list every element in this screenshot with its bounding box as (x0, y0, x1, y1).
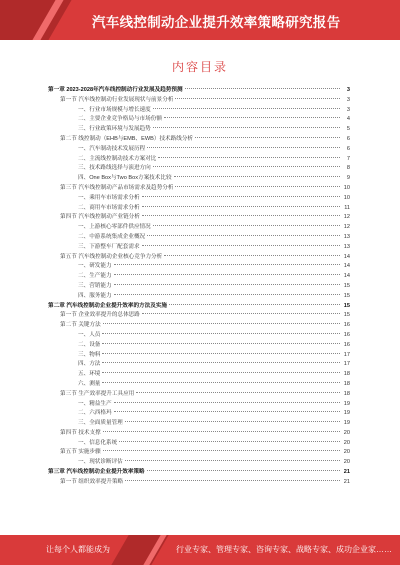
toc-entry-page: 16 (343, 341, 350, 348)
toc-entry-page: 17 (343, 361, 350, 368)
toc-entry-page: 14 (343, 263, 350, 270)
toc-dot-leader (147, 147, 340, 148)
toc-entry-page: 15 (343, 282, 350, 289)
toc-dot-leader (103, 431, 340, 432)
toc-entry-label: 三、下游整车厂配套需求 (78, 243, 140, 250)
toc-entry-label: 第一节 企业效率提升的总体思路 (60, 312, 140, 319)
toc-dot-leader (125, 421, 340, 422)
toc-entry-page: 21 (343, 469, 350, 476)
toc-dot-leader (153, 108, 340, 109)
toc-dot-leader (114, 402, 340, 403)
toc-entry[interactable] (48, 282, 350, 292)
toc-dot-leader (125, 480, 340, 481)
toc-entry-page: 5 (346, 126, 350, 133)
toc-entry[interactable] (48, 115, 350, 125)
toc-entry-label: 第五节 汽车线控制动企业核心竞争力分析 (60, 253, 163, 260)
toc-dot-leader (102, 343, 340, 344)
toc-entry[interactable] (48, 253, 350, 263)
toc-entry[interactable] (48, 400, 350, 410)
toc-dot-leader (185, 88, 340, 89)
toc-entry[interactable] (48, 439, 350, 449)
toc-entry-label: 二、主流线控制动技术方案对比 (78, 155, 157, 162)
toc-entry[interactable] (48, 194, 350, 204)
toc-entry-page: 20 (343, 449, 350, 456)
toc-entry-page: 3 (346, 87, 350, 93)
toc-entry[interactable] (48, 213, 350, 223)
report-title: 汽车线控制动企业提升效率策略研究报告 (92, 15, 341, 30)
toc-dot-leader (142, 206, 340, 207)
toc-dot-leader (136, 392, 340, 393)
toc-entry-label: 二、中游系统集成企业概况 (78, 233, 146, 240)
toc-entry-page: 15 (343, 302, 350, 309)
toc-entry-label: 二、六西格玛 (78, 410, 112, 417)
toc-entry[interactable] (48, 145, 350, 155)
toc-entry[interactable] (48, 262, 350, 272)
toc-entry[interactable] (48, 204, 350, 214)
toc-entry-label: 第二章 汽车线控制动企业提升效率的方法及实施 (48, 302, 168, 309)
toc-entry[interactable] (48, 419, 350, 429)
toc-entry-page: 6 (346, 145, 350, 152)
toc-entry[interactable] (48, 448, 350, 458)
toc-entry-label: 一、研发能力 (78, 263, 112, 270)
toc-entry[interactable] (48, 272, 350, 282)
toc-entry-label: 一、信息化系统 (78, 439, 118, 446)
toc-entry-page: 19 (343, 400, 350, 407)
toc-entry[interactable] (48, 243, 350, 253)
toc-dot-leader (153, 166, 340, 167)
toc-entry-label: 三、技术路线选择与演进方向 (78, 165, 151, 172)
toc-entry[interactable] (48, 321, 350, 331)
toc-entry-page: 10 (343, 184, 350, 191)
toc-entry-label: 三、物料 (78, 351, 101, 358)
toc-dot-leader (164, 117, 340, 118)
toc-dot-leader (147, 470, 340, 471)
toc-entry-page: 21 (343, 478, 350, 485)
toc-dot-leader (114, 411, 340, 412)
toc-entry-label: 三、营销能力 (78, 282, 112, 289)
toc-entry-label: 一、乘用车市场需求分析 (78, 194, 140, 201)
toc-entry[interactable] (48, 409, 350, 419)
toc-heading: 内容目录 (171, 60, 228, 74)
toc-dot-leader (153, 225, 340, 226)
toc-entry-page: 9 (346, 175, 350, 182)
toc-entry-page: 17 (343, 351, 350, 358)
toc-dot-leader (142, 196, 340, 197)
toc-dot-leader (142, 245, 340, 246)
toc-entry-page: 4 (346, 116, 350, 123)
toc-entry-label: 四、One Box与Two Box方案技术比较 (78, 175, 172, 182)
toc-dot-leader (153, 127, 340, 128)
toc-dot-leader (102, 382, 340, 383)
toc-entry-label: 第三节 汽车线控制动产品市场需求及趋势分析 (60, 184, 174, 191)
toc-dot-leader (175, 98, 340, 99)
toc-entry-page: 11 (344, 204, 350, 211)
footer-slogan-left: 让每个人都能成为 (46, 545, 110, 554)
toc-entry[interactable] (48, 360, 350, 370)
toc-dot-leader (103, 450, 340, 451)
toc-entry-label: 三、全面质量管理 (78, 420, 123, 427)
toc-dot-leader (195, 137, 340, 138)
toc-entry[interactable] (48, 135, 350, 145)
table-of-contents (48, 86, 350, 488)
toc-entry[interactable] (48, 458, 350, 468)
toc-entry-page: 20 (343, 439, 350, 446)
toc-entry-page: 16 (343, 331, 350, 338)
toc-entry[interactable] (48, 478, 350, 488)
toc-dot-leader (175, 186, 340, 187)
toc-entry[interactable] (48, 292, 350, 302)
toc-entry-page: 13 (343, 233, 350, 240)
toc-entry[interactable] (48, 86, 350, 96)
toc-entry-label: 一、行业市场规模与增长速度 (78, 106, 151, 113)
toc-entry-page: 18 (343, 380, 350, 387)
toc-dot-leader (142, 313, 340, 314)
toc-entry[interactable] (48, 331, 350, 341)
toc-entry[interactable] (48, 302, 350, 312)
toc-dot-leader (114, 274, 340, 275)
toc-dot-leader (103, 323, 340, 324)
toc-entry-page: 12 (343, 214, 350, 221)
toc-entry-page: 7 (346, 155, 350, 162)
toc-entry-label: 二、商用车市场需求分析 (78, 204, 140, 211)
toc-entry-label: 一、精益生产 (78, 400, 112, 407)
toc-entry-page: 18 (343, 390, 350, 397)
toc-entry-label: 第四节 汽车线控制动产业链分析 (60, 214, 140, 221)
toc-entry-label: 一、人员 (78, 331, 101, 338)
toc-dot-leader (114, 264, 340, 265)
toc-entry[interactable] (48, 233, 350, 243)
toc-dot-leader (102, 372, 340, 373)
toc-entry[interactable] (48, 164, 350, 174)
toc-entry-page: 19 (343, 410, 350, 417)
header-banner (0, 0, 400, 40)
toc-dot-leader (174, 176, 340, 177)
toc-entry[interactable] (48, 351, 350, 361)
toc-entry[interactable] (48, 223, 350, 233)
toc-entry-label: 六、测量 (78, 380, 101, 387)
toc-entry-page: 20 (343, 459, 350, 466)
toc-entry[interactable] (48, 341, 350, 351)
toc-entry-label: 一、上游核心零部件供应情况 (78, 224, 151, 231)
toc-entry-page: 15 (343, 292, 350, 299)
toc-dot-leader (102, 353, 340, 354)
toc-entry-page: 18 (343, 371, 350, 378)
toc-dot-leader (125, 460, 340, 461)
toc-entry-label: 第一节 汽车线控制动行业发展现状与前景分析 (60, 96, 174, 103)
toc-entry[interactable] (48, 429, 350, 439)
toc-entry-label: 五、环境 (78, 371, 101, 378)
toc-entry-page: 14 (343, 273, 350, 280)
toc-dot-leader (114, 284, 340, 285)
toc-entry-label: 第四节 技术支撑 (60, 429, 101, 436)
toc-entry-label: 第二节 关键方法 (60, 322, 101, 329)
toc-entry-label: 第五节 实施步骤 (60, 449, 101, 456)
toc-entry-label: 第二节 线控制动（EHB与EMB、EWB）技术路线分析 (60, 135, 194, 142)
toc-entry-page: 16 (343, 322, 350, 329)
toc-dot-leader (102, 333, 340, 334)
toc-dot-leader (114, 294, 340, 295)
toc-entry[interactable] (48, 380, 350, 390)
toc-entry-page: 3 (346, 96, 350, 103)
toc-entry-label: 二、设备 (78, 341, 101, 348)
toc-entry-page: 14 (343, 253, 350, 260)
toc-entry-label: 一、现状诊断评估 (78, 459, 123, 466)
toc-entry-label: 四、服务能力 (78, 292, 112, 299)
toc-entry-page: 19 (343, 420, 350, 427)
toc-entry-label: 四、方法 (78, 361, 101, 368)
toc-entry[interactable] (48, 468, 350, 478)
toc-entry[interactable] (48, 370, 350, 380)
toc-entry[interactable] (48, 390, 350, 400)
toc-dot-leader (147, 235, 340, 236)
toc-entry[interactable] (48, 174, 350, 184)
toc-entry[interactable] (48, 311, 350, 321)
footer-banner (0, 535, 400, 565)
toc-dot-leader (164, 255, 340, 256)
toc-entry-page: 15 (343, 312, 350, 319)
toc-entry-page: 8 (346, 165, 350, 172)
toc-entry[interactable] (48, 96, 350, 106)
toc-entry-label: 第一章 2023-2028年汽车线控制动行业发展及趋势预测 (48, 87, 183, 93)
toc-entry-label: 三、行业政策环境与发展趋势 (78, 126, 151, 133)
toc-entry-label: 二、主要企业竞争格局与市场份额 (78, 116, 162, 123)
toc-entry[interactable] (48, 155, 350, 165)
toc-entry-page: 13 (343, 243, 350, 250)
toc-entry-label: 一、汽车制动技术发展历程 (78, 145, 146, 152)
toc-dot-leader (169, 304, 340, 305)
toc-entry-label: 第三节 生产效率提升工具应用 (60, 390, 135, 397)
toc-entry-page: 3 (346, 106, 350, 113)
toc-dot-leader (102, 362, 340, 363)
toc-entry[interactable] (48, 184, 350, 194)
toc-entry[interactable] (48, 106, 350, 116)
toc-entry[interactable] (48, 125, 350, 135)
toc-entry-page: 12 (343, 224, 350, 231)
toc-entry-page: 20 (343, 429, 350, 436)
toc-entry-page: 6 (346, 135, 350, 142)
toc-dot-leader (142, 215, 340, 216)
toc-entry-label: 第三章 汽车线控制动企业提升效率策略 (48, 469, 145, 476)
toc-dot-leader (119, 441, 340, 442)
toc-dot-leader (158, 157, 340, 158)
toc-entry-label: 第一节 组织效率提升策略 (60, 478, 124, 485)
toc-entry-label: 二、生产能力 (78, 273, 112, 280)
toc-entry-page: 10 (343, 194, 350, 201)
footer-slogan-right: 行业专家、管理专家、咨询专家、战略专家、成功企业家…… (176, 545, 392, 554)
